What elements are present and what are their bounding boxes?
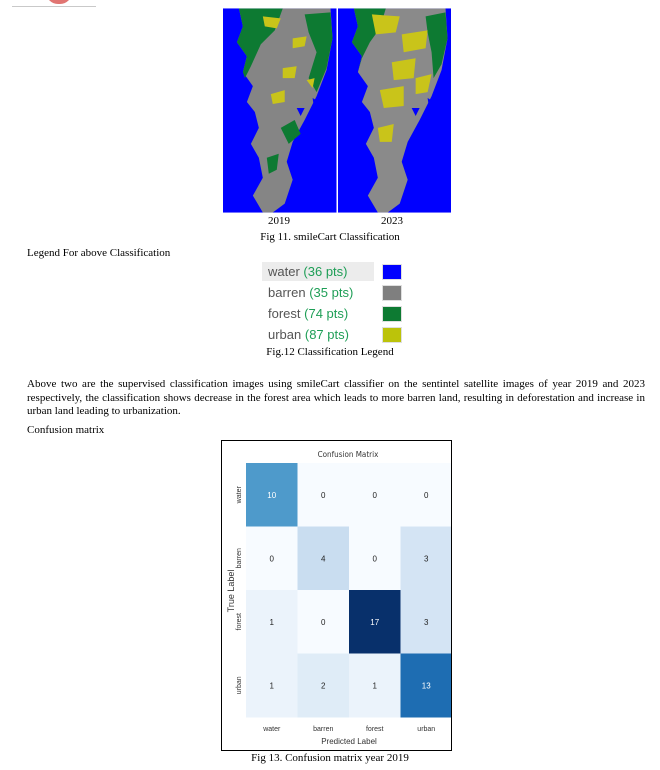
- year-label-2023: 2023: [381, 215, 403, 227]
- classification-map-2023: [338, 8, 452, 213]
- legend-item-urban: [262, 324, 412, 345]
- cell-value-label: 1: [372, 681, 377, 691]
- y-tick-labels: [236, 486, 243, 695]
- cell-value-label: 10: [267, 490, 277, 500]
- classification-map-2019: [223, 8, 337, 213]
- cell-value-label: 4: [321, 554, 326, 564]
- chart-title: Confusion Matrix: [317, 450, 379, 459]
- legend-pts: (35 pts): [309, 285, 354, 300]
- x-tick-label: barren: [313, 726, 334, 733]
- cell-value-label: 0: [321, 490, 326, 500]
- x-tick-labels: [262, 726, 435, 733]
- logo-fragment: [12, 0, 96, 7]
- confusion-matrix-figure: [221, 440, 452, 751]
- cell-value-label: 0: [372, 490, 377, 500]
- x-tick-label: forest: [365, 726, 384, 733]
- confusion-matrix-chart: [222, 441, 451, 750]
- legend-pts: (36 pts): [303, 264, 348, 279]
- figure-12-caption: Fig.12 Classification Legend: [266, 346, 394, 358]
- legend-label: [262, 304, 374, 323]
- legend-class-name: barren: [268, 285, 306, 300]
- legend-item-barren: [262, 282, 412, 303]
- cell-value-label: 1: [269, 617, 274, 627]
- legend-class-name: forest: [268, 306, 301, 321]
- classification-legend: [262, 261, 412, 345]
- legend-item-water: [262, 261, 412, 282]
- legend-pts: (74 pts): [304, 306, 349, 321]
- x-tick-label: urban: [417, 726, 436, 733]
- cell-value-label: 2: [321, 681, 326, 691]
- y-tick-label: urban: [236, 676, 243, 695]
- legend-pts: (87 pts): [304, 327, 349, 342]
- cell-value-label: 0: [372, 554, 377, 564]
- legend-class-name: water: [268, 264, 300, 279]
- cell-value-label: 3: [424, 617, 429, 627]
- x-axis-label: Predicted Label: [321, 737, 377, 746]
- cell-value-label: 1: [269, 681, 274, 691]
- cell-value-label: 13: [421, 681, 431, 691]
- legend-swatch-water: [382, 264, 402, 280]
- legend-swatch-barren: [382, 285, 402, 301]
- cell-value-label: 17: [370, 617, 380, 627]
- cell-value-label: 0: [424, 490, 429, 500]
- body-paragraph: Above two are the supervised classification images using smileCart classifier on the sentintel satellite images of year 2019 and 2023 respectively, the classification shows decrease in the forest area which leads to more barren land, resulting in deforestation and increase in urban land leading to urbanization.: [27, 378, 645, 417]
- y-tick-label: barren: [236, 548, 243, 569]
- legend-item-forest: [262, 303, 412, 324]
- y-axis-label: True Label: [226, 569, 236, 613]
- cell-value-label: 0: [321, 617, 326, 627]
- cell-value-label: 0: [269, 554, 274, 564]
- confusion-matrix-heading: Confusion matrix: [27, 424, 105, 436]
- legend-swatch-urban: [382, 327, 402, 343]
- y-tick-label: water: [236, 486, 243, 504]
- figure-13-caption: Fig 13. Confusion matrix year 2019: [251, 752, 409, 764]
- legend-label: [262, 283, 374, 302]
- legend-label: [262, 262, 374, 281]
- y-tick-label: forest: [236, 612, 243, 631]
- legend-class-name: urban: [268, 327, 302, 342]
- legend-intro-text: Legend For above Classification: [27, 247, 171, 259]
- legend-label: [262, 325, 374, 344]
- x-tick-label: water: [263, 726, 281, 733]
- heatmap-cells: [246, 463, 451, 718]
- legend-swatch-forest: [382, 306, 402, 322]
- figure-11-caption: Fig 11. smileCart Classification: [260, 231, 400, 243]
- year-label-2019: 2019: [268, 215, 290, 227]
- cell-value-label: 3: [424, 554, 429, 564]
- classification-images: [223, 8, 451, 213]
